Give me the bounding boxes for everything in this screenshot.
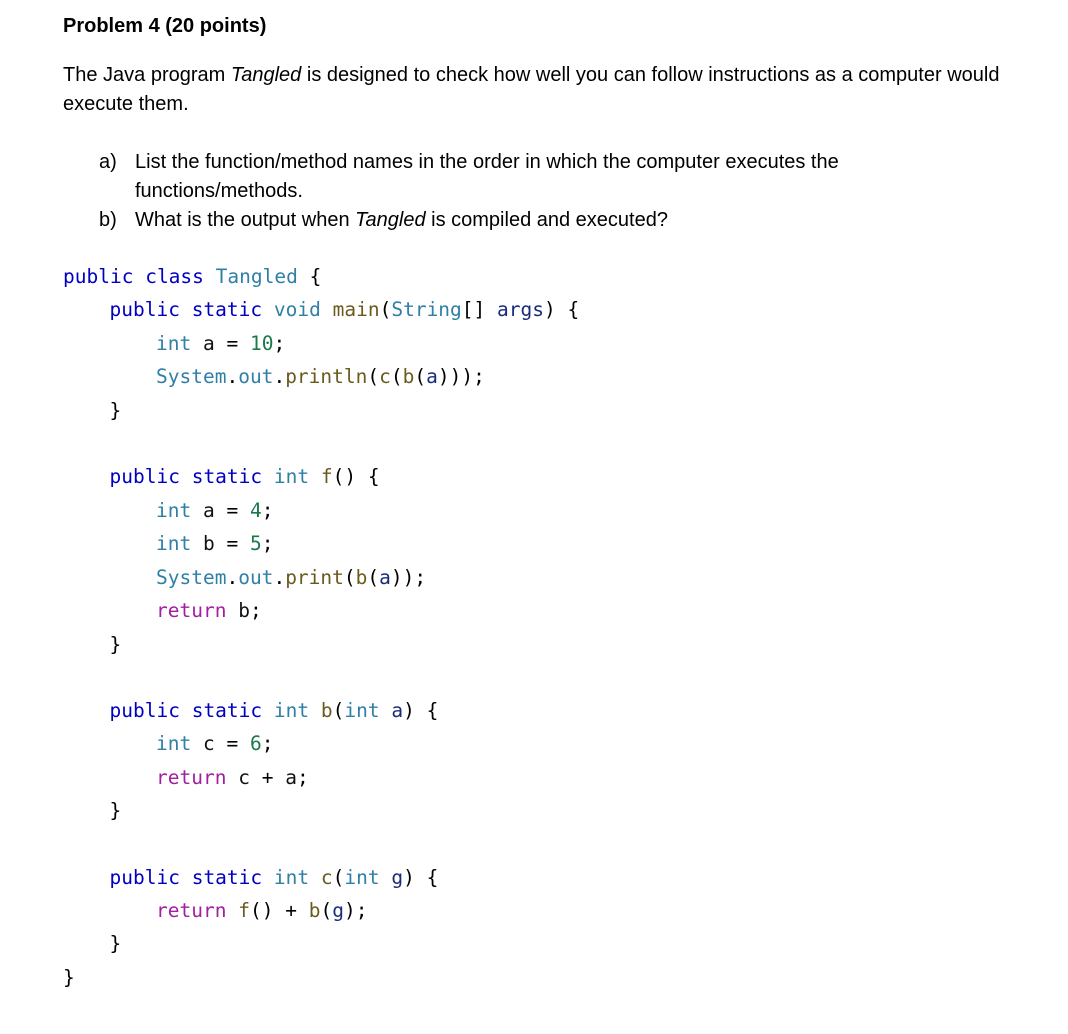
question-text	[135, 206, 999, 235]
code-line: return c + a;	[156, 766, 309, 789]
code-line: }	[109, 399, 122, 422]
code-line: }	[109, 932, 122, 955]
intro-text-start: The Java program	[63, 64, 231, 86]
intro-text-end: is designed to check how well you can follow instructions as a computer would execute them.	[63, 64, 1000, 115]
code-line: int a = 10;	[156, 332, 286, 355]
code-line: int a = 4;	[156, 499, 274, 522]
code-line: return b;	[156, 599, 262, 622]
question-letter: a)	[99, 151, 117, 173]
problem-title: Problem 4 (20 points)	[63, 15, 267, 37]
code-line: }	[109, 633, 122, 656]
question-b	[99, 206, 999, 235]
problem-intro	[63, 61, 1053, 119]
question-text-end: is compiled and executed?	[425, 209, 668, 231]
program-name: Tangled	[355, 209, 426, 231]
code-line: public class Tangled {	[63, 265, 322, 288]
code-line: int b = 5;	[156, 532, 274, 555]
code-line: int c = 6;	[156, 732, 274, 755]
question-a	[99, 148, 999, 206]
program-name: Tangled	[230, 64, 302, 86]
question-letter: b)	[99, 209, 117, 231]
code-line: }	[109, 799, 122, 822]
code-line: return f() + b(g);	[156, 899, 368, 922]
question-list	[99, 148, 999, 235]
question-text-start: What is the output when	[135, 209, 356, 231]
code-line: System.out.print(b(a));	[156, 566, 427, 589]
code-line: }	[63, 966, 75, 989]
code-line: public static void main(String[] args) {	[109, 298, 580, 321]
code-line: public static int b(int a) {	[109, 699, 439, 722]
code-line: public static int c(int g) {	[109, 866, 439, 889]
code-line: System.out.println(c(b(a)));	[156, 365, 485, 388]
question-text: List the function/method names in the order in which the computer executes the functions/methods.	[135, 151, 839, 202]
code-line: public static int f() {	[109, 465, 380, 488]
